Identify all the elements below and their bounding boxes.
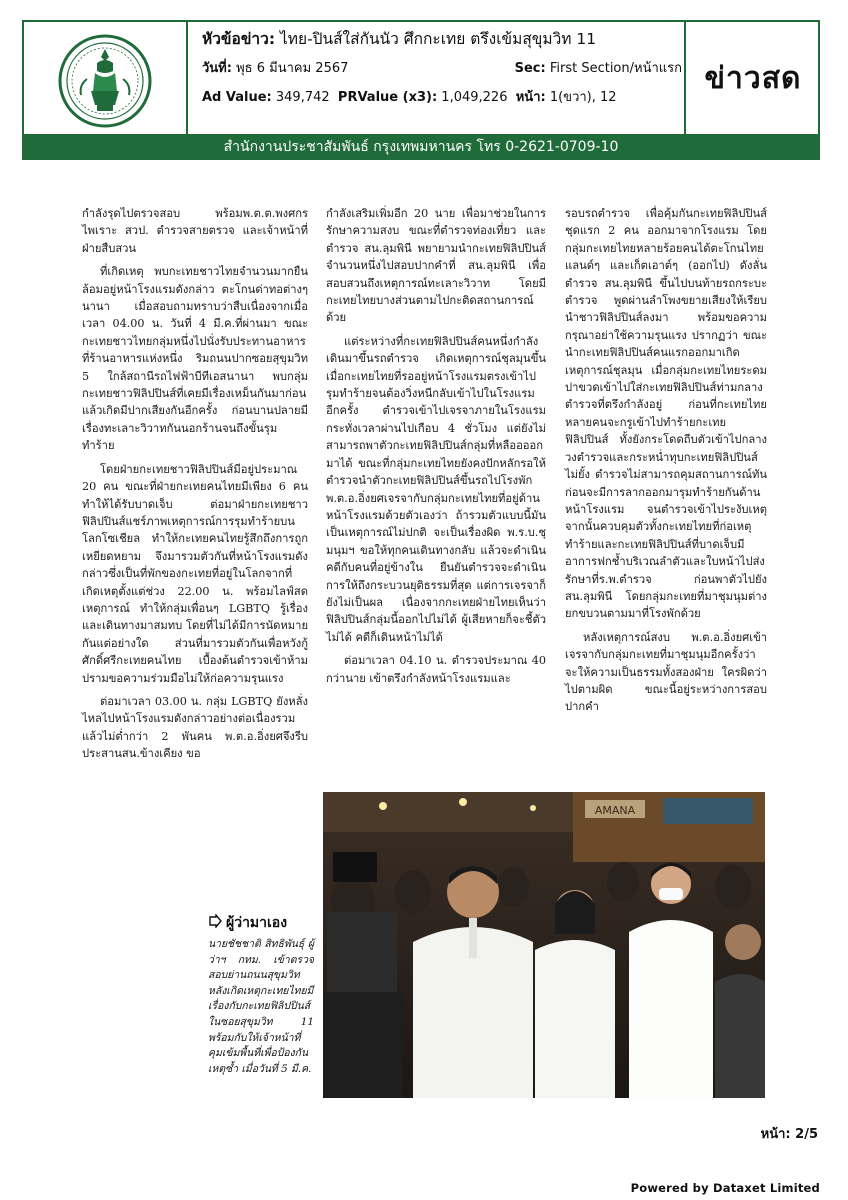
paragraph: หลังเหตุการณ์สงบ พ.ต.อ.อิ่งยศเข้าเจรจากับกลุ่มกะเทยที่มาชุมนุมอีกครั้งว่า จะให้ความเป็นธรรมทั้งสองฝ่าย ใครผิดว่าไปตามผิด ขณะนี้อยู่ระหว่างการสอบปากคำ [565, 630, 767, 714]
article-column-3 [565, 205, 767, 722]
page-number-value: 2/5 [795, 1127, 818, 1142]
news-photo [323, 792, 765, 1098]
headline-label: หัวข้อข่าว: [202, 30, 276, 48]
paragraph: กำลังรุดไปตรวจสอบ พร้อมพ.ต.ต.พงศกร ไพเราะ สวป. ตำรวจสายตรวจ และเจ้าหน้าที่ฝ่ายสืบสวน [82, 207, 308, 255]
paragraph: ที่เกิดเหตุ พบกะเทยชาวไทยจำนวนมากยืนล้อมอยู่หน้าโรงแรมดังกล่าว ตะโกนด่าทอต่างๆ นานา เมื่อสอบถามทราบว่าสืบเนื่องจากเมื่อเวลา 04.00 น. วันที่ 4 มี.ค.ที่ผ่านมา ขณะกะเทยชาวไทยกลุ่มหนึ่งไปนั่งรับประทานอาหารที่ร้านอาหารแห่งหนึ่ง ริมถนนปากซอยสุขุมวิท 5 ใกล้สถานีรถไฟฟ้าบีทีเอสนานา พบกลุ่มกะเทยชาวฟิลิปปินส์ที่เคยมีเรื่องเหม็นกันมาก่อนแล้วเกิดมีปากเสียงกันอีกครั้ง ก่อนบานปลายมีเรื่องทะเลาะวิวาทกันนอกร้านจนถึงขั้นรุมทำร้าย [82, 265, 308, 453]
section-value: First Section/หน้าแรก [549, 61, 682, 76]
page-label: หน้า: [515, 90, 546, 105]
paragraph: ต่อมาเวลา 04.10 น. ตำรวจประมาณ 40 กว่านาย เข้าตรึงกำลังหน้าโรงแรมและ [326, 654, 546, 685]
ad-value-label: Ad Value: [202, 90, 272, 105]
clipping-header [22, 20, 820, 160]
section-info [515, 59, 682, 78]
pr-value: 1,049,226 [441, 90, 508, 105]
office-band: สำนักงานประชาสัมพันธ์ กรุงเทพมหานคร โทร 0-2621-0709-10 [24, 134, 818, 160]
paragraph: กำลังเสริมเพิ่มอีก 20 นาย เพื่อมาช่วยในการรักษาความสงบ ขณะที่ตำรวจท่องเที่ยว และตำรวจ สน.ลุมพินี พยายามนำกะเทยฟิลิปปินส์จำนวนหนึ่งไปสอบปากคำที่ สน.ลุมพินี เพื่อสอบสวนถึงเหตุการณ์ทะเลาะวิวาท โดยมีกะเทยไทยบางส่วนตามไปกะติดสถานการณ์ด้วย [326, 207, 546, 325]
page-value: 1(ขวา), 12 [549, 90, 617, 105]
page-number-label: หน้า: [760, 1127, 791, 1142]
shop-sign: AMANA [594, 804, 636, 817]
photo-caption [208, 912, 314, 1077]
headline: ไทย-ปินส์ใส่กันนัว ศึกกะเทย ตรึงเข้มสุขุมวิท 11 [279, 30, 597, 48]
date-label: วันที่: [202, 61, 232, 76]
headline-row [202, 30, 682, 49]
date-row [202, 59, 682, 78]
page-number [761, 1123, 818, 1144]
section-label: Sec: [514, 61, 546, 76]
article-column-2 [326, 205, 546, 693]
paragraph: แต่ระหว่างที่กะเทยฟิลิปปินส์คนหนึ่งกำลังเดินมาขึ้นรถตำรวจ เกิดเหตุการณ์ชุลมุนขึ้น เมื่อกะเทยไทยที่รออยู่หน้าโรงแรมตรงเข้าไปรุมทำร้ายจนต้องวิ่งหนีกลับเข้าไปในโรงแรมอีกครั้ง ตำรวจเข้าไปเจรจาภายในโรงแรมกระทั่งเวลาผ่านไปเกือบ 4 ชั่วโมง แต่ยังไม่สามารถพาตัวกะเทยฟิลิปปินส์กลุ่มที่หลืออออกมาได้ ขณะที่กลุ่มกะเทยไทยยังคงปักหลักรอให้ตำรวจนำตัวกะเทยฟิลิปปินส์ขึ้นรถไปโรงพัก พ.ต.อ.อิ่งยศเจรจากับกลุ่มกะเทยไทยที่อยู่ด้านหน้าโรงแรมด้วยตัวเองว่า ถ้ารวมตัวแบบนี้มันเป็นเหตุการณ์ไม่ปกติ จะเป็นเรื่องผิด พ.ร.บ.ชุมนุมฯ ขอให้ทุกคนเดินทางกลับ แล้วจะดำเนินคดีกับคนที่อยู่ข้างใน ยืนยันตำรวจจะดำเนินการให้ถึงกระบวนยุติธรรมที่สุด แต่การเจรจาก็ยังไม่เป็นผล เนื่องจากกะเทยฝ่ายไทยเห็นว่าฟิลิปปินส์กลุ่มนี้ออกไปไม่ได้ ผู้เสียหายก็จะชี้ตัวไม่ได้ คดีก็เดินหน้าไม่ได้ [326, 334, 546, 644]
publication-name: ข่าวสด [704, 60, 802, 96]
paragraph: รอบรถตำรวจ เพื่อคุ้มกันกะเทยฟิลิปปินส์ชุดแรก 2 คน ออกมาจากโรงแรม โดยกลุ่มกะเทยไทยหลายร้อยคนได้ตะโกนไทยแลนด์ๆ และเก็ตเอาต์ๆ (ออกไป) ดังลั่น ตำรวจ สน.ลุมพินี ขึ้นไปบนท้ายรถกระบะตำรวจ พูดผ่านลำโพงขยายเสียงให้เรียบนำชาวฟิลิปปินส์ลงมา พร้อมขอความกรุณาอย่าใช้ความรุนแรง ปรากฏว่า ขณะนำกะเทยฟิลิปปินส์คนแรกออกมาเกิดเหตุการณ์ชุลมุน เมื่อกลุ่มกะเทยไทยระดมปาขวดเข้าไปใส่กะเทยฟิลิปปินส์ท่ามกลางตำรวจที่ตรึงกำลังอยู่ ก่อนที่กะเทยไทยหลายคนจะกรูเข้าไปทำร้ายกะเทยฟิลิปปินส์ ทั้งยังกระโดดถีบตัวเข้าไปกลางวงตำรวจและกระหน่ำทุบกะเทยฟิลิปปินส์ไม่ยั้ง ตำรวจไม่สามารถคุมสถานการณ์ทัน ก่อนจะมีการลากออกมารุมทำร้ายกันด้านหน้าโรงแรม จนตำรวจเข้าไประงับเหตุ จากนั้นควบคุมตัวทั้งกะเทยไทยที่ก่อเหตุทำร้ายและกะเทยฟิลิปปินส์ที่บาดเจ็บมีอาการฟกช้ำบริเวณลำตัวและใบหน้าไปส่งรักษาที่ร.พ.ตำรวจ ก่อนพาตัวไปยัง สน.ลุมพินี โดยกลุ่มกะเทยที่มาชุมนุมต่างยกขบวนตามมาที่โรงพักด้วย [565, 207, 767, 621]
arrow-right-outline-icon [208, 914, 222, 932]
article-column-1 [82, 205, 308, 769]
caption-title: ผู้ว่ามาเอง [226, 915, 288, 931]
header-divider [186, 22, 188, 134]
paragraph: ต่อมาเวลา 03.00 น. กลุ่ม LGBTQ ยังหลั่งไหลไปหน้าโรงแรมดังกล่าวอย่างต่อเนื่องรวมแล้วไม่ต่ำกว่า 2 พันคน พ.ต.อ.อิ่งยศจึงรีบประสานสน.ข้างเคียง ขอ [82, 694, 308, 761]
date-value: พุธ 6 มีนาคม 2567 [236, 61, 349, 76]
bma-seal-logo [30, 28, 180, 134]
pr-value-label: PRValue (x3): [337, 90, 438, 105]
caption-heading [208, 912, 314, 934]
header-info [202, 30, 682, 107]
value-row [202, 88, 682, 107]
ad-value: 349,742 [275, 90, 330, 105]
powered-by-footer: Powered by Dataxet Limited [630, 1181, 820, 1195]
caption-text: นายชัชชาติ สิทธิพันธุ์ ผู้ว่าฯ กทม. เข้าตรวจสอบย่านถนนสุขุมวิท หลังเกิดเหตุกะเทยไทยมีเรื่องกับกะเทยฟิลิปปินส์ในซอยสุขุมวิท 11 พร้อมกับให้เจ้าหน้าที่คุมเข้มพื้นที่เพื่อป้องกันเหตุซ้ำ เมื่อวันที่ 5 มี.ค. [208, 938, 314, 1075]
paragraph: โดยฝ่ายกะเทยชาวฟิลิปปินส์มีอยู่ประมาณ 20 คน ขณะที่ฝ่ายกะเทยคนไทยมีเพียง 6 คน ทำให้ได้รับบาดเจ็บ ต่อมาฝ่ายกะเทยชาวฟิลิปปินส์แชร์ภาพเหตุการณ์การรุมทำร้ายบนโลกโซเชียล ทำให้กะเทยคนไทยรู้สึกถึงการถูกเหยียดหยาม จึงมารวมตัวกันที่หน้าโรงแรมดังกล่าวซึ่งเป็นที่พักของกะเทยที่อยู่ในโลกจากที่เกิดเหตุตั้งแต่ช่วง 22.00 น. พร้อมไลฟ์สดเหตุการณ์ ทำให้กลุ่มเพื่อนๆ LGBTQ รู้เรื่องและเดินทางมาสมทบ โดยที่ไม่ได้มีการนัดหมายกันแต่อย่างใด ส่วนที่มารวมตัวกันเพื่อหวังกู้ศักดิ์ศรีกะเทยคนไทย เบื้องต้นตำรวจเข้าห้ามปรามขอความร่วมมือไม่ให้ก่อความรุนแรง [82, 462, 308, 685]
